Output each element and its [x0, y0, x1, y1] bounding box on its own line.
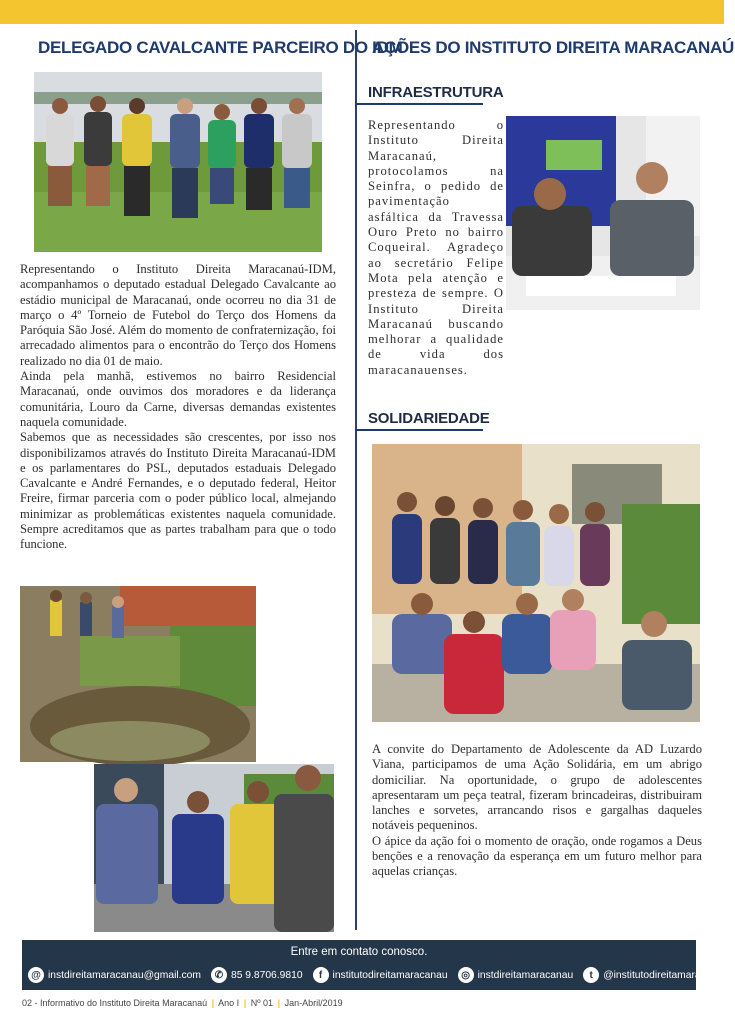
contact-facebook[interactable]	[313, 967, 448, 983]
contact-email-text: instdireitamaracanau@gmail.com	[48, 969, 201, 981]
solidarity-text	[372, 742, 702, 880]
left-paragraph: Ainda pela manhã, estivemos no bairro Residencial Maracanaú, onde ouvimos dos moradores e da liderança comunitária, Louro da Carne, diversas demandas existentes naquela comunidade.	[20, 369, 336, 429]
street-visit-photo	[94, 764, 334, 932]
left-article-text	[20, 262, 336, 553]
footer-period: Jan-Abril/2019	[284, 998, 343, 1008]
solidarity-group-photo	[372, 444, 700, 722]
footer-number: Nº 01	[250, 998, 274, 1008]
page-footer	[22, 998, 343, 1008]
infra-text-narrow	[368, 118, 504, 377]
facebook-icon: f	[313, 967, 329, 983]
contact-bar	[22, 940, 729, 990]
football-group-photo	[34, 72, 322, 252]
contact-row	[28, 967, 735, 983]
instagram-icon: ◎	[458, 967, 474, 983]
infra-paragraph-part: Representando o Instituto Direita Maracanaú, protocolamos na Seinfra, o pedido de pavimentação asfáltica da Travessa Ouro Preto no bairro Coqueiral. Agradeço ao secretário Felipe Mota pela atenção e presteza de sempre. O Instituto Direita Maracanaú buscando melhorar a qualidade de vida dos maracanauenses.	[368, 118, 504, 377]
contact-instagram-text: instdireitamaracanau	[477, 969, 574, 981]
contact-title: Entre em contato conosco.	[290, 946, 428, 958]
right-section-title: AÇÕES DO INSTITUTO DIREITA MARACANAÚ	[372, 38, 734, 57]
whatsapp-icon: ✆	[211, 967, 227, 983]
footer-page: 02 - Informativo do Instituto Direita Maracanaú	[22, 998, 208, 1008]
column-divider	[355, 30, 357, 930]
solidarity-paragraph: A convite do Departamento de Adolescente da AD Luzardo Viana, participamos de uma Ação Solidária, em um abrigo domiciliar. Na oportunidade, o grupo de adolescentes apresentaram um peça teatral, fizeram brincadeiras, distribuiram lanches e sorvetes, arrancando risos e gargalhas daqueles notáveis pequeninos.	[372, 742, 702, 833]
eroded-street-photo	[20, 586, 256, 762]
solidarity-heading: SOLIDARIEDADE	[368, 410, 490, 427]
contact-facebook-text: institutodireitamaracanau	[332, 969, 448, 981]
top-accent-bar	[0, 0, 724, 24]
solidarity-heading-rule	[355, 429, 483, 431]
left-section-title: DELEGADO CAVALCANTE PARCEIRO DO IDM	[38, 38, 403, 57]
contact-instagram[interactable]	[458, 967, 574, 983]
contact-phone[interactable]	[211, 967, 303, 983]
infra-heading: INFRAESTRUTURA	[368, 84, 504, 101]
contact-phone-text: 85 9.8706.9810	[230, 969, 303, 981]
contact-twitter[interactable]	[583, 967, 729, 983]
email-icon: @	[28, 967, 44, 983]
infra-heading-rule	[355, 103, 483, 105]
footer-separator: |	[277, 998, 281, 1008]
contact-twitter-text: @institutodireitamaracanau	[603, 969, 729, 981]
left-paragraph: Representando o Instituto Direita Maracanaú-IDM, acompanhamos o deputado estadual Delegado Cavalcante ao estádio municipal de Maracanaú, onde ocorreu no dia 31 de março o 4º Torneio de Futebol do Terço dos Homens da Paróquia São José. Além do momento de confraternização, foi arrecadado alimentos para o encontrão do Terço dos Homens realizado no dia 01 de maio.	[20, 262, 336, 368]
left-paragraph: Sabemos que as necessidades são crescentes, por isso nos disponibilizamos através do Instituto Direita Maracanaú-IDM e os parlamentares do PSL, deputados estaduais Delegado Cavalcante e André Fernandes, e o deputado federal, Heitor Freire, firmar parceria com o poder público local, almejando minimizar as problemáticas existentes naquela comunidade. Sempre acreditamos que as partes trabalham para que o todo funcione.	[20, 430, 336, 552]
contact-email[interactable]	[28, 967, 201, 983]
footer-separator: |	[211, 998, 215, 1008]
footer-edition: Ano I	[218, 998, 240, 1008]
footer-separator: |	[243, 998, 247, 1008]
seinfra-meeting-photo	[506, 116, 700, 310]
solidarity-paragraph: O ápice da ação foi o momento de oração, onde rogamos a Deus benções e a renovação da esperança em um futuro melhor para aquelas crianças.	[372, 833, 702, 879]
twitter-icon: t	[583, 967, 599, 983]
